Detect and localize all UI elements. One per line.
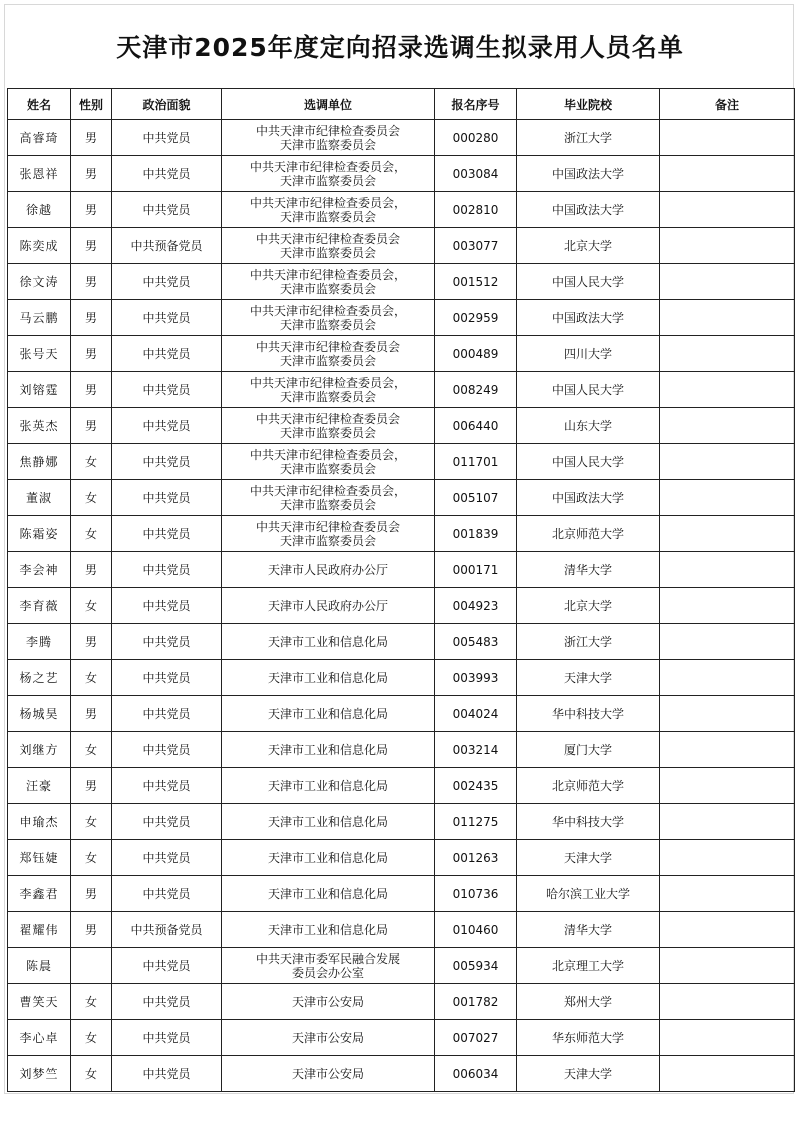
cell-gender: 男 xyxy=(71,120,112,156)
cell-gender: 女 xyxy=(71,516,112,552)
header-serial: 报名序号 xyxy=(435,89,517,120)
cell-unit: 中共天津市纪律检查委员会， 天津市监察委员会 xyxy=(222,372,435,408)
cell-political-status: 中共党员 xyxy=(112,660,222,696)
cell-name: 焦静娜 xyxy=(8,444,71,480)
cell-political-status: 中共党员 xyxy=(112,876,222,912)
cell-school: 哈尔滨工业大学 xyxy=(517,876,660,912)
cell-school: 天津大学 xyxy=(517,1056,660,1092)
cell-unit: 天津市工业和信息化局 xyxy=(222,912,435,948)
cell-school: 清华大学 xyxy=(517,912,660,948)
cell-name: 陈奕成 xyxy=(8,228,71,264)
table-row xyxy=(8,840,795,876)
cell-unit: 天津市公安局 xyxy=(222,1056,435,1092)
cell-gender: 男 xyxy=(71,264,112,300)
cell-gender: 男 xyxy=(71,300,112,336)
cell-school: 北京师范大学 xyxy=(517,768,660,804)
cell-school: 山东大学 xyxy=(517,408,660,444)
cell-serial: 001512 xyxy=(435,264,517,300)
cell-gender: 男 xyxy=(71,192,112,228)
table-row xyxy=(8,264,795,300)
cell-serial: 002810 xyxy=(435,192,517,228)
cell-political-status: 中共党员 xyxy=(112,1020,222,1056)
cell-note xyxy=(660,912,795,948)
cell-gender: 男 xyxy=(71,768,112,804)
cell-name: 李心卓 xyxy=(8,1020,71,1056)
cell-name: 张号天 xyxy=(8,336,71,372)
cell-serial: 003077 xyxy=(435,228,517,264)
cell-serial: 004923 xyxy=(435,588,517,624)
cell-note xyxy=(660,480,795,516)
cell-note xyxy=(660,624,795,660)
cell-note xyxy=(660,732,795,768)
cell-school: 厦门大学 xyxy=(517,732,660,768)
table-row xyxy=(8,552,795,588)
cell-note xyxy=(660,876,795,912)
cell-school: 中国人民大学 xyxy=(517,372,660,408)
cell-political-status: 中共预备党员 xyxy=(112,912,222,948)
table-row xyxy=(8,192,795,228)
table-row xyxy=(8,156,795,192)
cell-school: 中国政法大学 xyxy=(517,300,660,336)
cell-unit: 天津市公安局 xyxy=(222,984,435,1020)
cell-gender: 男 xyxy=(71,228,112,264)
table-row xyxy=(8,804,795,840)
cell-name: 杨城昊 xyxy=(8,696,71,732)
header-unit: 选调单位 xyxy=(222,89,435,120)
cell-gender: 男 xyxy=(71,624,112,660)
cell-serial: 008249 xyxy=(435,372,517,408)
cell-gender: 男 xyxy=(71,876,112,912)
cell-serial: 011275 xyxy=(435,804,517,840)
cell-note xyxy=(660,120,795,156)
cell-unit: 天津市工业和信息化局 xyxy=(222,876,435,912)
cell-unit: 中共天津市纪律检查委员会 天津市监察委员会 xyxy=(222,228,435,264)
cell-gender: 女 xyxy=(71,660,112,696)
cell-serial: 001839 xyxy=(435,516,517,552)
cell-serial: 011701 xyxy=(435,444,517,480)
cell-name: 申瑜杰 xyxy=(8,804,71,840)
cell-school: 中国政法大学 xyxy=(517,192,660,228)
cell-political-status: 中共党员 xyxy=(112,444,222,480)
cell-unit: 中共天津市纪律检查委员会， 天津市监察委员会 xyxy=(222,444,435,480)
cell-gender: 女 xyxy=(71,984,112,1020)
cell-note xyxy=(660,372,795,408)
cell-unit: 中共天津市纪律检查委员会， 天津市监察委员会 xyxy=(222,300,435,336)
cell-political-status: 中共党员 xyxy=(112,1056,222,1092)
table-row xyxy=(8,228,795,264)
cell-serial: 006440 xyxy=(435,408,517,444)
cell-unit: 中共天津市纪律检查委员会， 天津市监察委员会 xyxy=(222,264,435,300)
cell-serial: 010736 xyxy=(435,876,517,912)
table-row xyxy=(8,660,795,696)
cell-political-status: 中共党员 xyxy=(112,804,222,840)
table-row xyxy=(8,912,795,948)
cell-note xyxy=(660,1020,795,1056)
cell-political-status: 中共党员 xyxy=(112,588,222,624)
cell-note xyxy=(660,948,795,984)
table-row xyxy=(8,444,795,480)
table-row xyxy=(8,624,795,660)
cell-school: 浙江大学 xyxy=(517,624,660,660)
cell-school: 北京师范大学 xyxy=(517,516,660,552)
cell-note xyxy=(660,552,795,588)
cell-name: 杨之艺 xyxy=(8,660,71,696)
cell-political-status: 中共党员 xyxy=(112,516,222,552)
cell-school: 北京大学 xyxy=(517,588,660,624)
table-body xyxy=(8,120,795,1092)
table-row xyxy=(8,948,795,984)
cell-name: 陈晨 xyxy=(8,948,71,984)
cell-name: 刘继方 xyxy=(8,732,71,768)
cell-political-status: 中共党员 xyxy=(112,984,222,1020)
cell-name: 徐越 xyxy=(8,192,71,228)
cell-note xyxy=(660,156,795,192)
cell-unit: 天津市工业和信息化局 xyxy=(222,624,435,660)
cell-gender: 女 xyxy=(71,480,112,516)
table-row xyxy=(8,984,795,1020)
table-row xyxy=(8,1020,795,1056)
cell-unit: 中共天津市纪律检查委员会 天津市监察委员会 xyxy=(222,408,435,444)
cell-serial: 005934 xyxy=(435,948,517,984)
cell-school: 北京理工大学 xyxy=(517,948,660,984)
cell-name: 李会神 xyxy=(8,552,71,588)
cell-gender: 男 xyxy=(71,156,112,192)
cell-political-status: 中共党员 xyxy=(112,840,222,876)
cell-school: 中国人民大学 xyxy=(517,264,660,300)
cell-note xyxy=(660,408,795,444)
table-row xyxy=(8,516,795,552)
cell-unit: 中共天津市纪律检查委员会 天津市监察委员会 xyxy=(222,336,435,372)
cell-unit: 天津市工业和信息化局 xyxy=(222,804,435,840)
cell-serial: 001263 xyxy=(435,840,517,876)
candidate-table xyxy=(7,88,795,1092)
cell-note xyxy=(660,768,795,804)
cell-unit: 中共天津市纪律检查委员会 天津市监察委员会 xyxy=(222,516,435,552)
cell-name: 徐文涛 xyxy=(8,264,71,300)
cell-political-status: 中共党员 xyxy=(112,120,222,156)
cell-gender: 女 xyxy=(71,588,112,624)
header-political-status: 政治面貌 xyxy=(112,89,222,120)
cell-unit: 中共天津市纪律检查委员会， 天津市监察委员会 xyxy=(222,480,435,516)
cell-political-status: 中共党员 xyxy=(112,948,222,984)
cell-school: 郑州大学 xyxy=(517,984,660,1020)
cell-political-status: 中共预备党员 xyxy=(112,228,222,264)
cell-unit: 天津市工业和信息化局 xyxy=(222,768,435,804)
table-row xyxy=(8,1056,795,1092)
cell-note xyxy=(660,192,795,228)
cell-serial: 000171 xyxy=(435,552,517,588)
cell-note xyxy=(660,804,795,840)
cell-gender: 男 xyxy=(71,372,112,408)
cell-serial: 007027 xyxy=(435,1020,517,1056)
cell-political-status: 中共党员 xyxy=(112,552,222,588)
cell-serial: 010460 xyxy=(435,912,517,948)
cell-school: 华东师范大学 xyxy=(517,1020,660,1056)
cell-school: 华中科技大学 xyxy=(517,696,660,732)
cell-political-status: 中共党员 xyxy=(112,732,222,768)
cell-note xyxy=(660,696,795,732)
cell-serial: 004024 xyxy=(435,696,517,732)
cell-gender: 女 xyxy=(71,804,112,840)
cell-unit: 天津市公安局 xyxy=(222,1020,435,1056)
table-row xyxy=(8,768,795,804)
cell-name: 李鑫君 xyxy=(8,876,71,912)
cell-note xyxy=(660,300,795,336)
cell-gender: 男 xyxy=(71,336,112,372)
cell-serial: 005107 xyxy=(435,480,517,516)
cell-serial: 003084 xyxy=(435,156,517,192)
cell-unit: 中共天津市纪律检查委员会， 天津市监察委员会 xyxy=(222,192,435,228)
cell-political-status: 中共党员 xyxy=(112,768,222,804)
cell-gender: 女 xyxy=(71,732,112,768)
cell-unit: 天津市工业和信息化局 xyxy=(222,840,435,876)
cell-school: 四川大学 xyxy=(517,336,660,372)
cell-political-status: 中共党员 xyxy=(112,372,222,408)
cell-unit: 天津市人民政府办公厅 xyxy=(222,588,435,624)
cell-political-status: 中共党员 xyxy=(112,480,222,516)
header-gender: 性别 xyxy=(71,89,112,120)
cell-name: 张恩祥 xyxy=(8,156,71,192)
cell-name: 李腾 xyxy=(8,624,71,660)
cell-gender: 女 xyxy=(71,840,112,876)
cell-serial: 003214 xyxy=(435,732,517,768)
table-row xyxy=(8,732,795,768)
cell-name: 刘镕霆 xyxy=(8,372,71,408)
cell-note xyxy=(660,588,795,624)
table-row xyxy=(8,876,795,912)
cell-serial: 002435 xyxy=(435,768,517,804)
cell-note xyxy=(660,228,795,264)
cell-serial: 005483 xyxy=(435,624,517,660)
cell-name: 陈霜姿 xyxy=(8,516,71,552)
cell-school: 中国人民大学 xyxy=(517,444,660,480)
table-row xyxy=(8,336,795,372)
header-name: 姓名 xyxy=(8,89,71,120)
cell-school: 中国政法大学 xyxy=(517,480,660,516)
cell-serial: 000489 xyxy=(435,336,517,372)
cell-gender: 男 xyxy=(71,552,112,588)
cell-school: 天津大学 xyxy=(517,840,660,876)
cell-note xyxy=(660,264,795,300)
cell-serial: 003993 xyxy=(435,660,517,696)
cell-name: 李育薇 xyxy=(8,588,71,624)
cell-unit: 天津市工业和信息化局 xyxy=(222,660,435,696)
table-row xyxy=(8,120,795,156)
cell-name: 刘梦竺 xyxy=(8,1056,71,1092)
cell-political-status: 中共党员 xyxy=(112,408,222,444)
cell-note xyxy=(660,444,795,480)
document-title: 天津市2025年度定向招录选调生拟录用人员名单 xyxy=(116,33,684,62)
cell-gender: 男 xyxy=(71,408,112,444)
cell-name: 高睿琦 xyxy=(8,120,71,156)
header-note: 备注 xyxy=(660,89,795,120)
cell-gender: 女 xyxy=(71,444,112,480)
table-row xyxy=(8,372,795,408)
cell-note xyxy=(660,1056,795,1092)
table-row xyxy=(8,696,795,732)
cell-political-status: 中共党员 xyxy=(112,300,222,336)
cell-note xyxy=(660,984,795,1020)
cell-note xyxy=(660,840,795,876)
cell-political-status: 中共党员 xyxy=(112,156,222,192)
cell-note xyxy=(660,516,795,552)
table-row xyxy=(8,588,795,624)
cell-name: 马云鹏 xyxy=(8,300,71,336)
cell-school: 北京大学 xyxy=(517,228,660,264)
cell-name: 曹笑天 xyxy=(8,984,71,1020)
cell-school: 浙江大学 xyxy=(517,120,660,156)
cell-political-status: 中共党员 xyxy=(112,264,222,300)
cell-note xyxy=(660,336,795,372)
cell-name: 董淑 xyxy=(8,480,71,516)
table-row xyxy=(8,480,795,516)
cell-school: 华中科技大学 xyxy=(517,804,660,840)
table-header-row xyxy=(8,89,795,120)
header-school: 毕业院校 xyxy=(517,89,660,120)
cell-political-status: 中共党员 xyxy=(112,192,222,228)
cell-name: 翟耀伟 xyxy=(8,912,71,948)
cell-name: 汪豪 xyxy=(8,768,71,804)
cell-gender: 男 xyxy=(71,912,112,948)
cell-serial: 002959 xyxy=(435,300,517,336)
cell-unit: 天津市工业和信息化局 xyxy=(222,732,435,768)
cell-school: 天津大学 xyxy=(517,660,660,696)
cell-gender xyxy=(71,948,112,984)
cell-note xyxy=(660,660,795,696)
cell-gender: 女 xyxy=(71,1056,112,1092)
cell-school: 清华大学 xyxy=(517,552,660,588)
cell-unit: 天津市工业和信息化局 xyxy=(222,696,435,732)
cell-name: 张英杰 xyxy=(8,408,71,444)
cell-serial: 000280 xyxy=(435,120,517,156)
cell-serial: 006034 xyxy=(435,1056,517,1092)
cell-unit: 中共天津市委军民融合发展 委员会办公室 xyxy=(222,948,435,984)
cell-political-status: 中共党员 xyxy=(112,336,222,372)
cell-school: 中国政法大学 xyxy=(517,156,660,192)
cell-name: 郑钰婕 xyxy=(8,840,71,876)
table-row xyxy=(8,408,795,444)
table-row xyxy=(8,300,795,336)
cell-gender: 女 xyxy=(71,1020,112,1056)
cell-unit: 中共天津市纪律检查委员会 天津市监察委员会 xyxy=(222,120,435,156)
cell-political-status: 中共党员 xyxy=(112,696,222,732)
cell-unit: 中共天津市纪律检查委员会， 天津市监察委员会 xyxy=(222,156,435,192)
cell-political-status: 中共党员 xyxy=(112,624,222,660)
cell-unit: 天津市人民政府办公厅 xyxy=(222,552,435,588)
cell-serial: 001782 xyxy=(435,984,517,1020)
cell-gender: 男 xyxy=(71,696,112,732)
